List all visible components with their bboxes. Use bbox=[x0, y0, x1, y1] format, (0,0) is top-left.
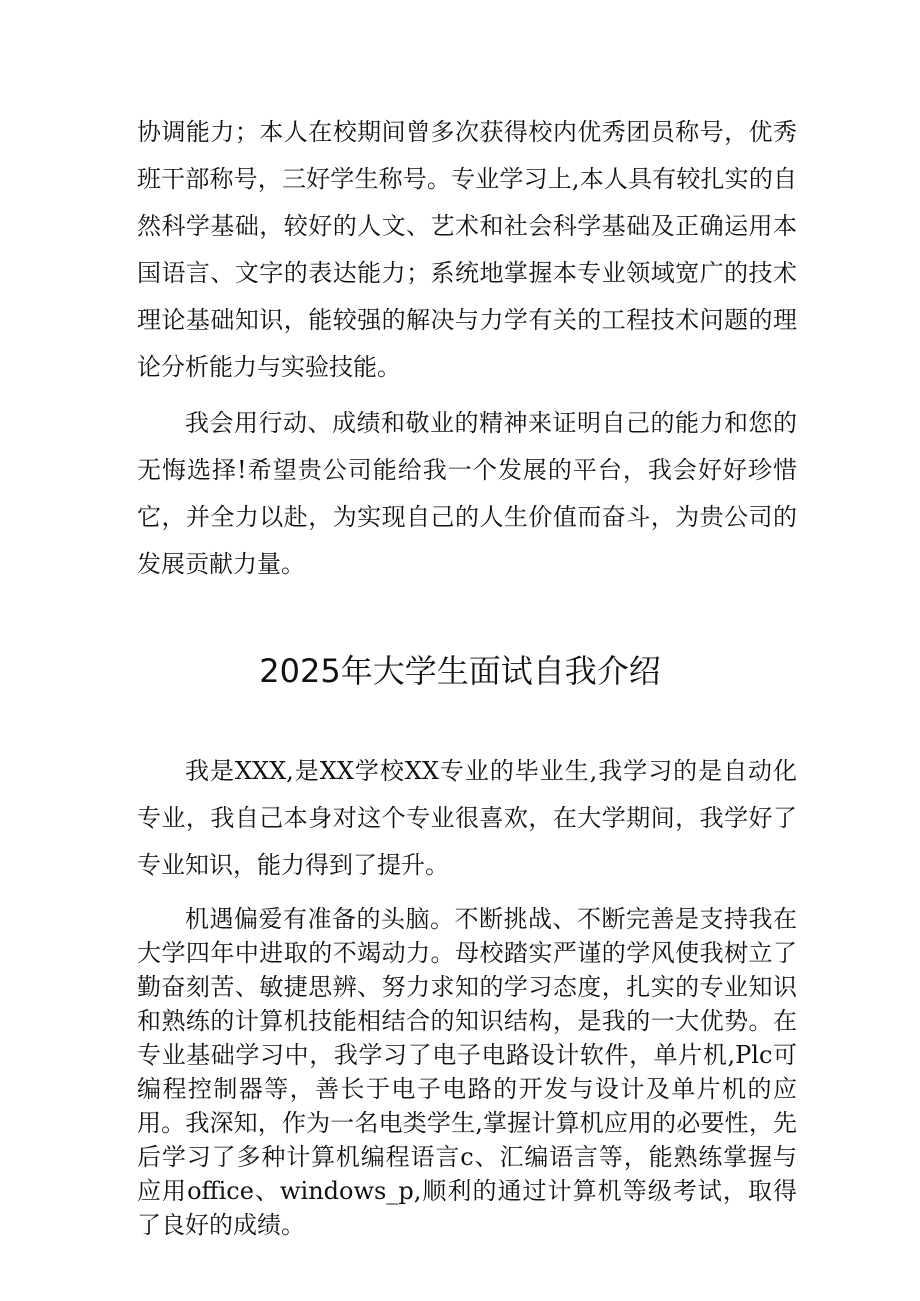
body-paragraph: 机遇偏爱有准备的头脑。不断挑战、不断完善是支持我在大学四年中进取的不竭动力。母校踏实严谨的学风使我树立了勤奋刻苦、敏捷思辨、努力求知的学习态度，扎实的专业知识和熟练的计算机技能相结合的知识结构，是我的一大优势。在专业基础学习中，我学习了电子电路设计软件，单片机,Plc可编程控制器等，善长于电子电路的开发与设计及单片机的应用。我深知，作为一名电类学生,掌握计算机应用的必要性，先后学习了多种计算机编程语言c、汇编语言等，能熟练掌握与应用office、windows_p,顺利的通过计算机等级考试，取得了良好的成绩。 bbox=[137, 905, 797, 1239]
closing-paragraph: 我会用行动、成绩和敬业的精神来证明自己的能力和您的无悔选择!希望贵公司能给我一个发展的平台，我会好好珍惜它，并全力以赴，为实现自己的人生价值而奋斗，为贵公司的发展贡献力量。 bbox=[137, 409, 797, 578]
section-title: 2025年大学生面试自我介绍 bbox=[259, 652, 661, 690]
intro-paragraph: 我是XXX,是XX学校XX专业的毕业生,我学习的是自动化专业，我自己本身对这个专业很喜欢，在大学期间，我学好了专业知识，能力得到了提升。 bbox=[137, 757, 797, 879]
continued-paragraph: 协调能力；本人在校期间曾多次获得校内优秀团员称号，优秀班干部称号，三好学生称号。专业学习上,本人具有较扎实的自然科学基础，较好的人文、艺术和社会科学基础及正确运用本国语言、文字的表达能力；系统地掌握本专业领域宽广的技术理论基础知识，能较强的解决与力学有关的工程技术问题的理论分析能力与实验技能。 bbox=[137, 118, 797, 381]
